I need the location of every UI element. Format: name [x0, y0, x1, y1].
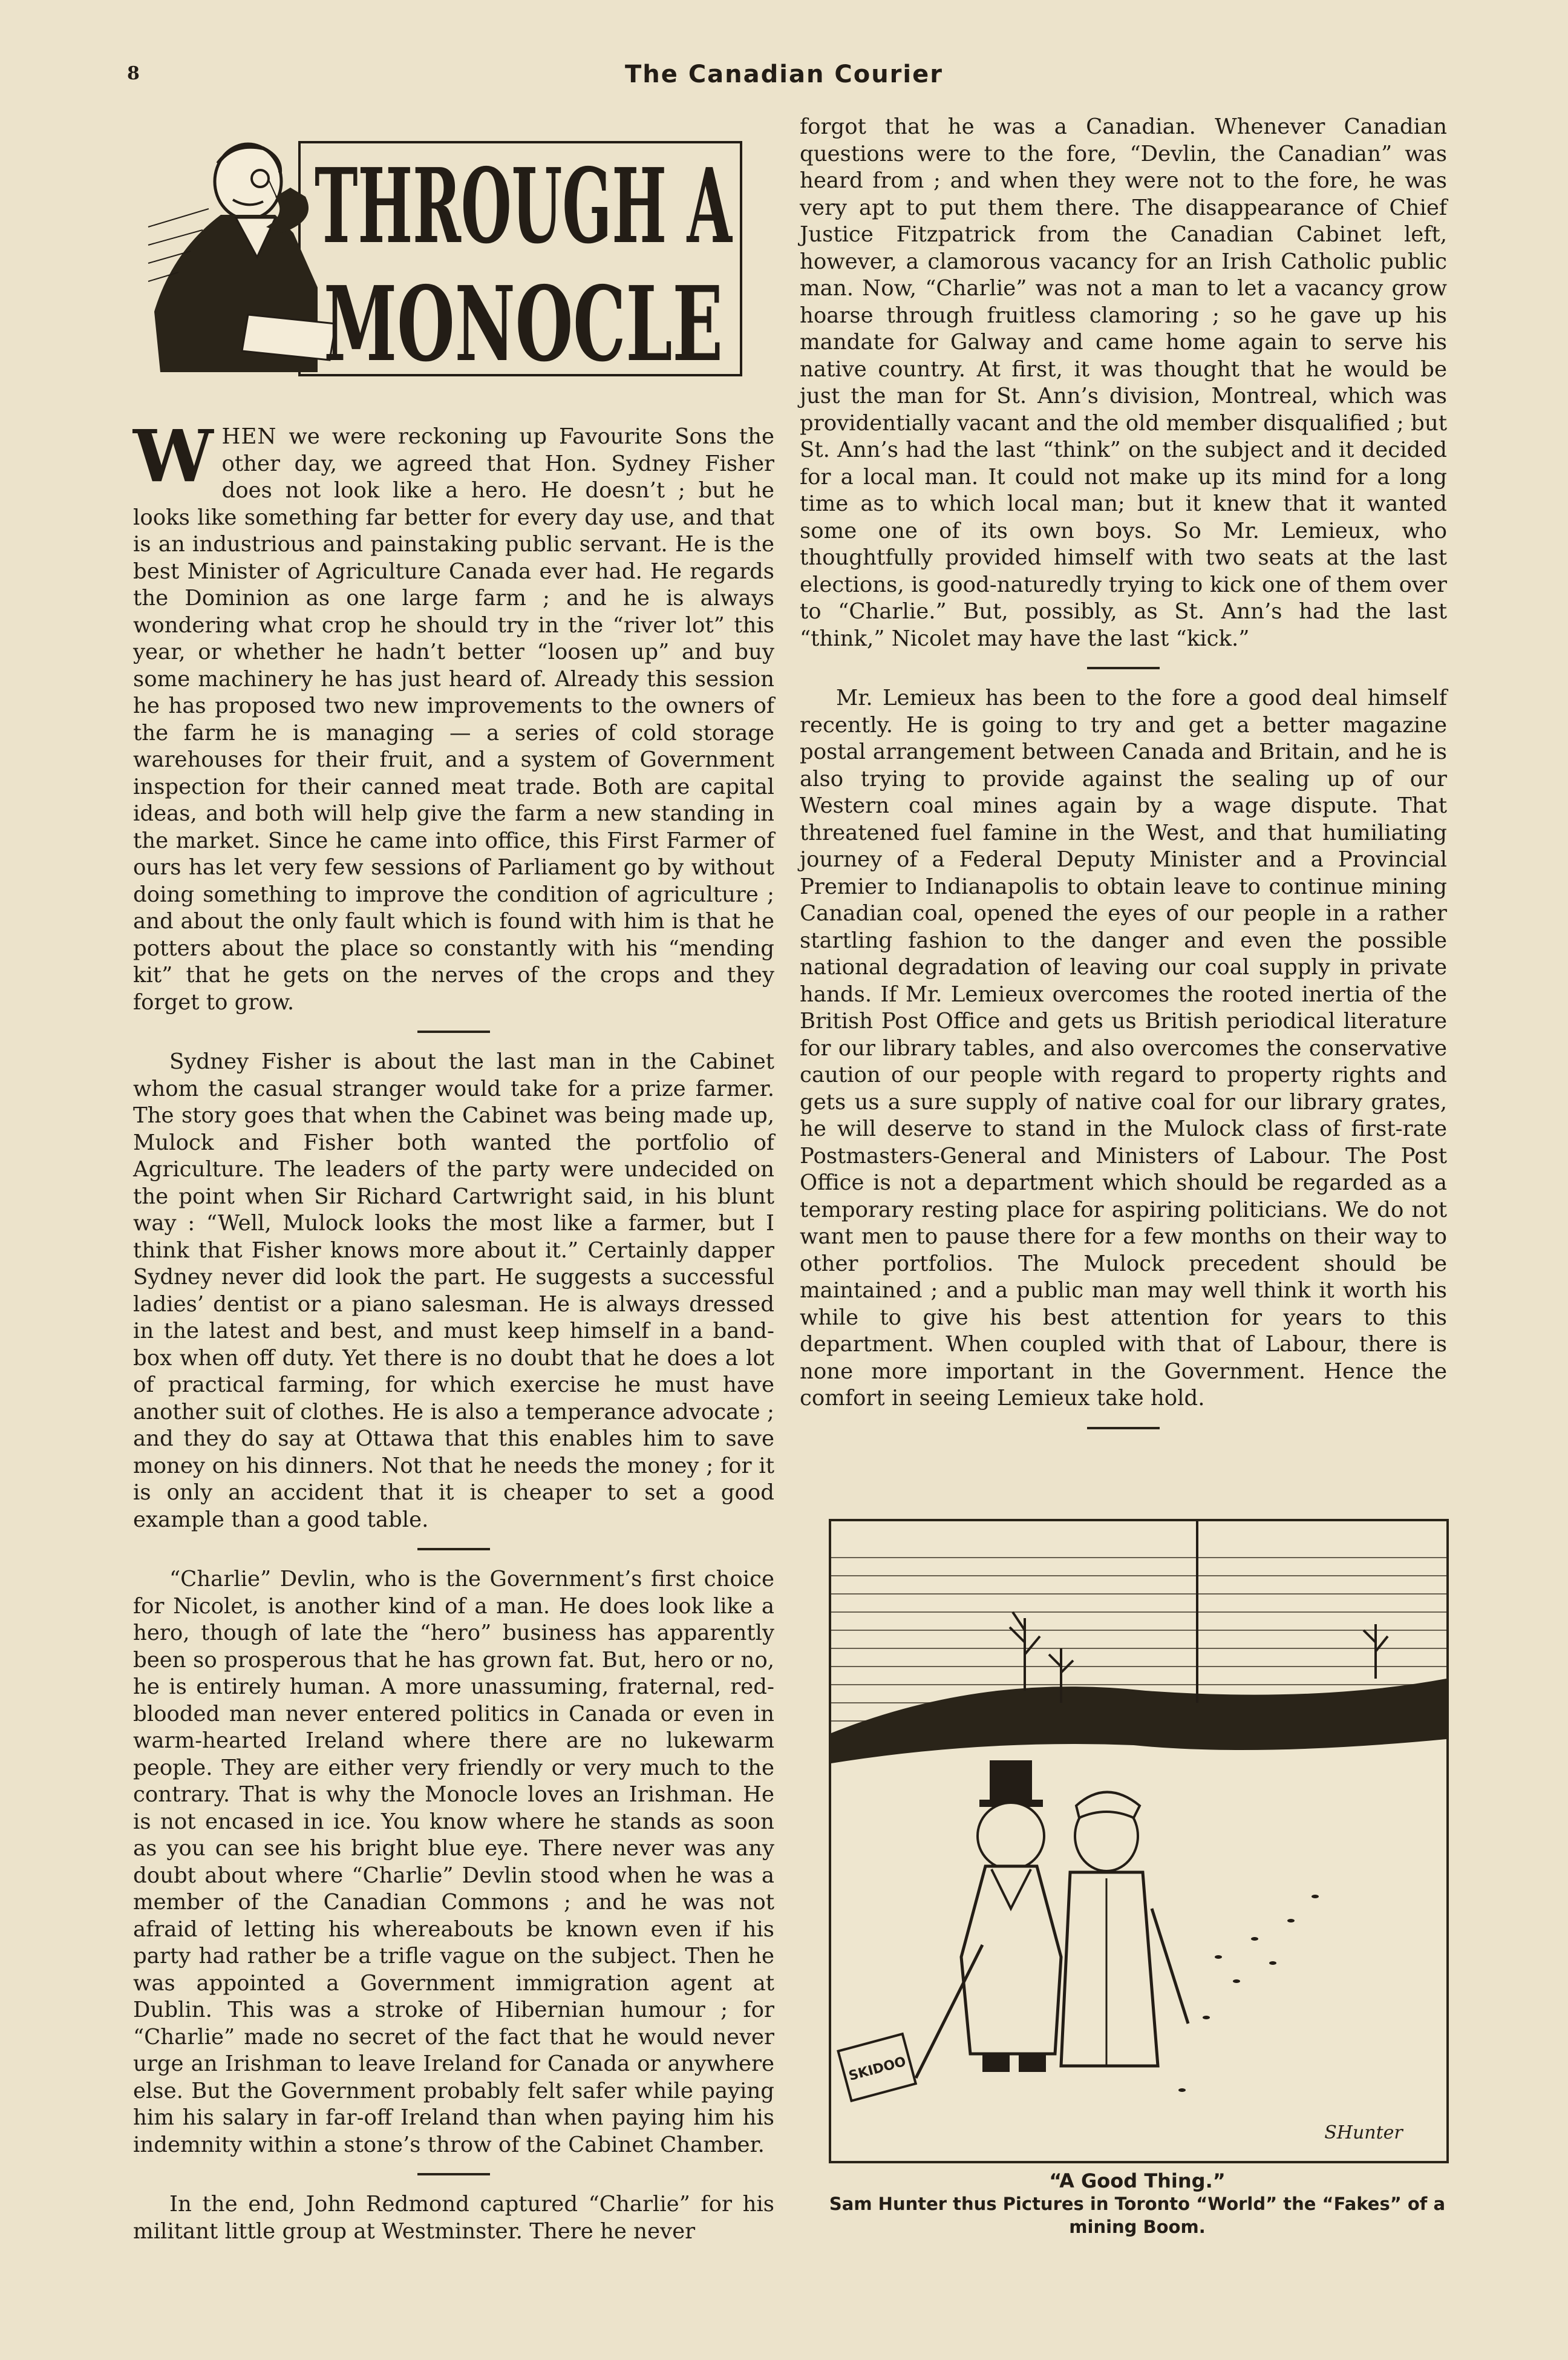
article-paragraph-5: forgot that he was a Canadian. Whenever Canadian questions were to the fore, “Devlin, the Canadian” was heard from ; and when they were not to the fore, he was very apt to put them there. The disappearance of Chief Justice Fitzpatrick from the Canadian Cabinet left, however, a clamorous vacancy for an Irish Catholic public man. Now, “Charlie” was not a man to let a vacancy grow hoarse through fruitless clamoring ; so he gave up his mandate for Galway and came home again to serve his native country. At first, it was thought that he would be just the man for St. Ann’s division, Montreal, which was providentially vacant and the old member disqualified ; but St. Ann’s had the last “think” on the subject and it decided for a local man. It could not make up its mind for a long time as to which local man; but it knew that it wanted some one of its own boys. So Mr. Lemieux, who thoughtfully provided himself with two seats at the last elections, is good-naturedly trying to kick one of them over to “Charlie.” But, possibly, as St. Ann’s had the last “think,” Nicolet may have the last “kick.”: [800, 114, 1447, 651]
section-divider: [417, 1031, 490, 1033]
right-column: [800, 114, 1447, 1445]
monocle-gentleman-illustration: [136, 130, 753, 387]
cartoon-caption: [805, 2169, 1470, 2238]
section-divider: [417, 1548, 490, 1550]
artist-signature: SHunter: [1324, 2122, 1403, 2143]
article-paragraph-2: Sydney Fisher is about the last man in the Cabinet whom the casual stranger would take for a prize farmer. The story goes that when the Cabinet was being made up, Mulock and Fisher both wanted the portfolio of Agriculture. The leaders of the party were undecided on the point when Sir Richard Cartwright said, in his blunt way : “Well, Mulock looks the most like a farmer, but I think that Fisher knows more about it.” Certainly dapper Sydney never did look the part. He suggests a successful ladies’ dentist or a piano salesman. He is always dressed in the latest and best, and must keep himself in a band-box when off duty. Yet there is no doubt that he does a lot of practical farming, for which exercise he must have another suit of clothes. He is also a temperance advocate ; and they do say at Ottawa that this enables him to save money on his dinners. Not that he needs the money ; for it is only an accident that it is cheaper to set a good example than a good table.: [133, 1049, 774, 1532]
article-paragraph-1: [133, 414, 774, 1016]
cartoon-illustration: [829, 1519, 1449, 2163]
drop-cap: W: [133, 414, 214, 498]
publication-title: The Canadian Courier: [625, 61, 943, 88]
section-divider: [417, 2173, 490, 2175]
article-paragraph-4: In the end, John Redmond captured “Charlie” for his militant little group at Westminster. There he never: [133, 2192, 774, 2244]
banner-title-line2: MONOCLE: [324, 264, 723, 385]
paragraph-text: we were reckoning up Favourite Sons the other day, we agreed that Hon. Sydney Fisher does not look like a hero. He doesn’t ; but he looks like something far better for every day use, and that is an industrious and painstaking public servant. He is the best Minister of Agriculture Canada ever had. He regards the Dominion as one large farm ; and he is always wondering what crop he should try in the “river lot” this year, or whether he hadn’t better “loosen up” and buy some machinery he has just heard of. Already this session he has proposed two new improvements to the owners of the farm he is managing — a series of cold storage warehouses for their fruit, and a system of Government inspection for their canned meat trade. Both are capital ideas, and both will help give the farm a new standing in the market. Since he came into office, this First Farmer of ours has let very few sessions of Parliament go by without doing something to improve the condition of agriculture ; and about the only fault which is found with him is that he potters about the place so constantly with his “mending kit” that he gets on the nerves of the crops and they forget to grow.: [133, 424, 774, 1015]
left-column: [133, 414, 774, 2245]
section-divider: [1087, 667, 1160, 669]
good-thing-cartoon: [831, 1521, 1446, 2161]
caption-text: Sam Hunter thus Pictures in Toronto “World” the “Fakes” of a mining Boom.: [829, 2194, 1446, 2237]
skidoo-sign: SKIDOO: [847, 2054, 908, 2084]
caption-title: “A Good Thing.”: [1049, 2169, 1226, 2192]
page-number: 8: [127, 63, 140, 84]
article-paragraph-6: Mr. Lemieux has been to the fore a good deal himself recently. He is going to try and get a better magazine postal arrangement between Canada and Britain, and he is also trying to provide against the sealing up of our Western coal mines again by a wage dispute. That threatened fuel famine in the West, and that humiliating journey of a Federal Deputy Minister and a Provincial Premier to Indianapolis to obtain leave to continue mining Canadian coal, opened the eyes of our people in a rather startling fashion to the danger and even the possible national degradation of leaving our coal supply in private hands. If Mr. Lemieux overcomes the rooted inertia of the British Post Office and gets us British periodical literature for our library tables, and also overcomes the conservative caution of our people with regard to property rights and gets us a sure supply of native coal for our library grates, he will deserve to stand in the Mulock class of first-rate Postmasters-General and Ministers of Labour. The Post Office is not a department which should be regarded as a temporary resting place for aspiring politicians. We do not want men to pause there for a few months on their way to other portfolios. The Mulock precedent should be maintained ; and a public man may well think it worth his while to give his best attention for years to this department. When coupled with that of Labour, there is none more important in the Government. Hence the comfort in seeing Lemieux take hold.: [800, 686, 1447, 1411]
drop-cap-lead: HEN: [221, 424, 277, 449]
banner-title-line1: THROUGH A: [315, 146, 733, 267]
section-divider: [1087, 1427, 1160, 1429]
running-header: [0, 61, 1568, 97]
column-banner: [136, 130, 753, 387]
article-paragraph-3: “Charlie” Devlin, who is the Government’s first choice for Nicolet, is another kind of a man. He does look like a hero, though of late the “hero” business has apparently been so prosperous that he has grown fat. But, hero or no, he is entirely human. A more unassuming, fraternal, red-blooded man never entered politics in Canada or even in warm-hearted Ireland where there are no lukewarm people. They are either very friendly or very much to the contrary. That is why the Monocle loves an Irishman. He is not encased in ice. You know where he stands as soon as you can see his bright blue eye. There never was any doubt about where “Charlie” Devlin stood when he was a member of the Canadian Commons ; and he was not afraid of letting his whereabouts be known even if his party had rather be a trifle vague on the subject. Then he was appointed a Government immigration agent at Dublin. This was a stroke of Hibernian humour ; for “Charlie” made no secret of the fact that he would never urge an Irishman to leave Ireland for Canada or anywhere else. But the Government probably felt safer while paying him his salary in far-off Ireland than when paying him his indemnity within a stone’s throw of the Cabinet Chamber.: [133, 1567, 774, 2157]
